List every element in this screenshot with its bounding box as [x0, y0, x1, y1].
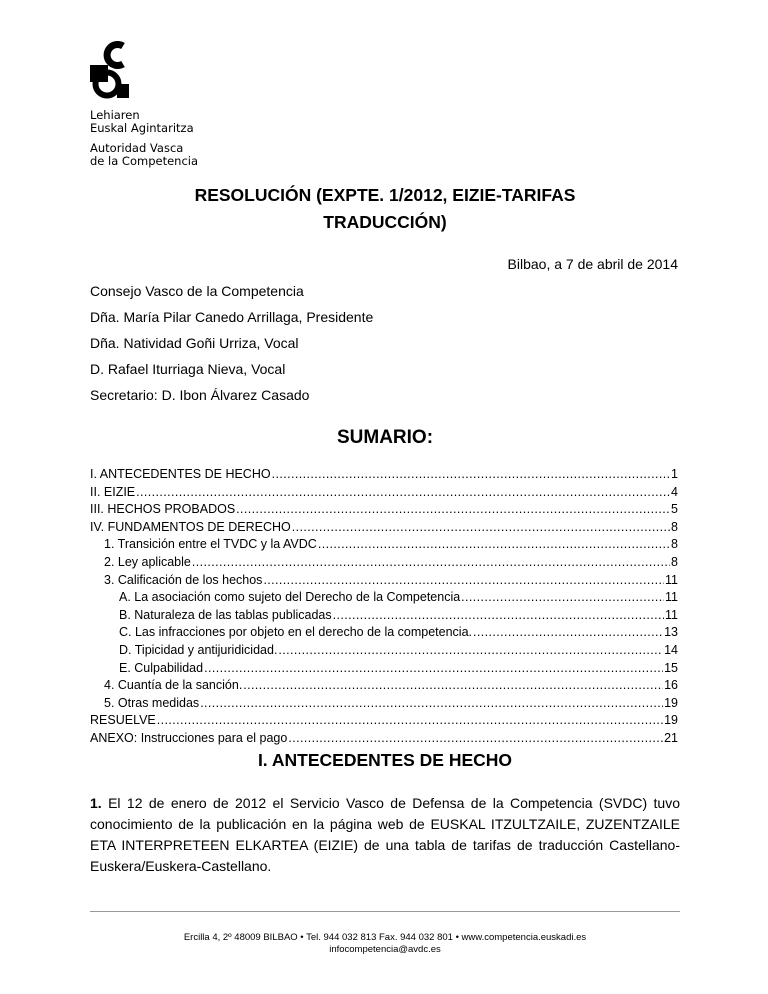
toc-leader-dots: [473, 624, 663, 642]
toc-entry-label: 3. Calificación de los hechos: [104, 572, 263, 587]
toc-entry[interactable]: [90, 519, 678, 537]
toc-entry-page: 14: [664, 642, 678, 657]
toc-entry-label: D. Tipicidad y antijuridicidad.: [119, 642, 278, 657]
toc-entry-label: II. EIZIE: [90, 484, 136, 499]
toc-entry-label: 5. Otras medidas: [104, 695, 200, 710]
toc-entry-page: 19: [664, 713, 678, 728]
org-name-line-es: de la Competencia: [90, 153, 199, 168]
toc-leader-dots: [243, 677, 663, 695]
member-line: Dña. Natividad Goñi Urriza, Vocal: [90, 335, 299, 351]
body-paragraph: [90, 793, 680, 877]
toc-entry-page: 13: [664, 625, 678, 640]
org-name-line: Lehiaren: [90, 108, 140, 122]
toc-entry[interactable]: [90, 660, 678, 678]
toc-leader-dots: [157, 712, 663, 730]
toc-entry-page: 8: [671, 537, 678, 552]
toc-entry-page: 4: [671, 484, 678, 499]
member-line: Consejo Vasco de la Competencia: [90, 283, 304, 299]
org-name: [90, 109, 198, 167]
title-line: RESOLUCIÓN (EXPTE. 1/2012, EIZIE-TARIFAS: [194, 185, 576, 205]
toc-leader-dots: [318, 536, 670, 554]
org-name-line-es: Autoridad Vasca: [90, 141, 184, 155]
toc-entry[interactable]: [90, 730, 678, 748]
toc-leader-dots: [136, 484, 670, 502]
toc-leader-dots: [272, 466, 670, 484]
toc-entry-label: I. ANTECEDENTES DE HECHO: [90, 467, 271, 481]
summary-heading: SUMARIO:: [336, 427, 434, 448]
toc-entry[interactable]: [90, 466, 678, 484]
document-title: [90, 182, 680, 236]
toc-entry-page: 8: [671, 554, 678, 569]
toc-entry[interactable]: [90, 695, 678, 713]
toc-entry-page: 11: [665, 572, 678, 587]
toc-entry[interactable]: [90, 554, 678, 572]
toc-entry-page: 11: [665, 590, 678, 605]
toc-entry-label: RESUELVE: [90, 713, 156, 728]
org-logo: [90, 40, 136, 104]
toc-entry[interactable]: [90, 712, 678, 730]
toc-entry-page: 1: [671, 467, 678, 481]
toc-entry[interactable]: [90, 484, 678, 502]
toc-entry[interactable]: [90, 501, 678, 519]
org-name-line: Euskal Agintaritza: [90, 120, 194, 135]
toc-leader-dots: [236, 501, 670, 519]
toc-leader-dots: [288, 730, 663, 748]
toc-leader-dots: [278, 642, 663, 660]
page-footer: [90, 932, 680, 956]
toc-entry-label: C. Las infracciones por objeto en el derecho de la competencia.: [119, 625, 472, 640]
toc-entry[interactable]: [90, 677, 678, 695]
document-date: Bilbao, a 7 de abril de 2014: [507, 256, 678, 272]
toc-entry[interactable]: [90, 642, 678, 660]
toc-leader-dots: [192, 554, 670, 572]
toc-entry-label: ANEXO: Instrucciones para el pago: [90, 730, 288, 745]
table-of-contents: [90, 466, 678, 748]
toc-entry-label: 4. Cuantía de la sanción.: [104, 678, 243, 693]
member-line: D. Rafael Iturriaga Nieva, Vocal: [90, 361, 286, 377]
member-line: Dña. María Pilar Canedo Arrillaga, Presidente: [90, 309, 374, 325]
footer-email: infocompetencia@avdc.es: [329, 944, 441, 955]
toc-entry[interactable]: [90, 536, 678, 554]
toc-leader-dots: [292, 519, 670, 537]
toc-entry-page: 11: [665, 607, 678, 622]
toc-entry-label: III. HECHOS PROBADOS: [90, 502, 236, 517]
toc-entry-page: 15: [664, 660, 678, 675]
toc-entry-label: 2. Ley aplicable: [104, 554, 191, 569]
toc-entry-page: 16: [664, 678, 678, 693]
toc-entry-label: B. Naturaleza de las tablas publicadas: [119, 607, 332, 622]
section-heading: I. ANTECEDENTES DE HECHO: [257, 750, 513, 770]
footer-divider: [90, 911, 680, 912]
toc-entry-label: E. Culpabilidad: [119, 660, 204, 675]
title-line: TRADUCCIÓN): [323, 212, 447, 232]
toc-entry[interactable]: [90, 589, 678, 607]
toc-leader-dots: [263, 572, 664, 590]
toc-entry[interactable]: [90, 624, 678, 642]
toc-entry[interactable]: [90, 607, 678, 625]
member-line: Secretario: D. Ibon Álvarez Casado: [90, 387, 310, 403]
paragraph-number: 1.: [90, 795, 102, 811]
toc-entry-page: 19: [664, 695, 678, 710]
toc-leader-dots: [204, 660, 663, 678]
toc-entry-page: 8: [671, 519, 678, 534]
toc-leader-dots: [200, 695, 663, 713]
toc-leader-dots: [461, 589, 664, 607]
paragraph-text: El 12 de enero de 2012 el Servicio Vasco de Defensa de la Competencia (SVDC) tuvo conocimiento de la publicación en la página web de EUSKAL ITZULTZAILE, ZUZENTZAILE ETA INTERPRETEEN ELKARTEA (EIZIE) de una tabla de tarifas de traducción Castellano-Euskera/Euskera-Castellano.: [90, 795, 680, 874]
footer-address: Ercilla 4, 2º 48009 BILBAO • Tel. 944 032 813 Fax. 944 032 801 • www.competencia.euskadi.es: [183, 932, 587, 943]
toc-leader-dots: [333, 607, 664, 625]
toc-entry-label: A. La asociación como sujeto del Derecho de la Competencia: [119, 590, 461, 605]
toc-entry[interactable]: [90, 572, 678, 590]
toc-entry-page: 5: [671, 502, 678, 517]
toc-entry-label: IV. FUNDAMENTOS DE DERECHO: [90, 519, 291, 534]
toc-entry-label: 1. Transición entre el TVDC y la AVDC: [104, 537, 317, 552]
council-members: [90, 283, 373, 413]
toc-entry-page: 21: [664, 730, 678, 745]
